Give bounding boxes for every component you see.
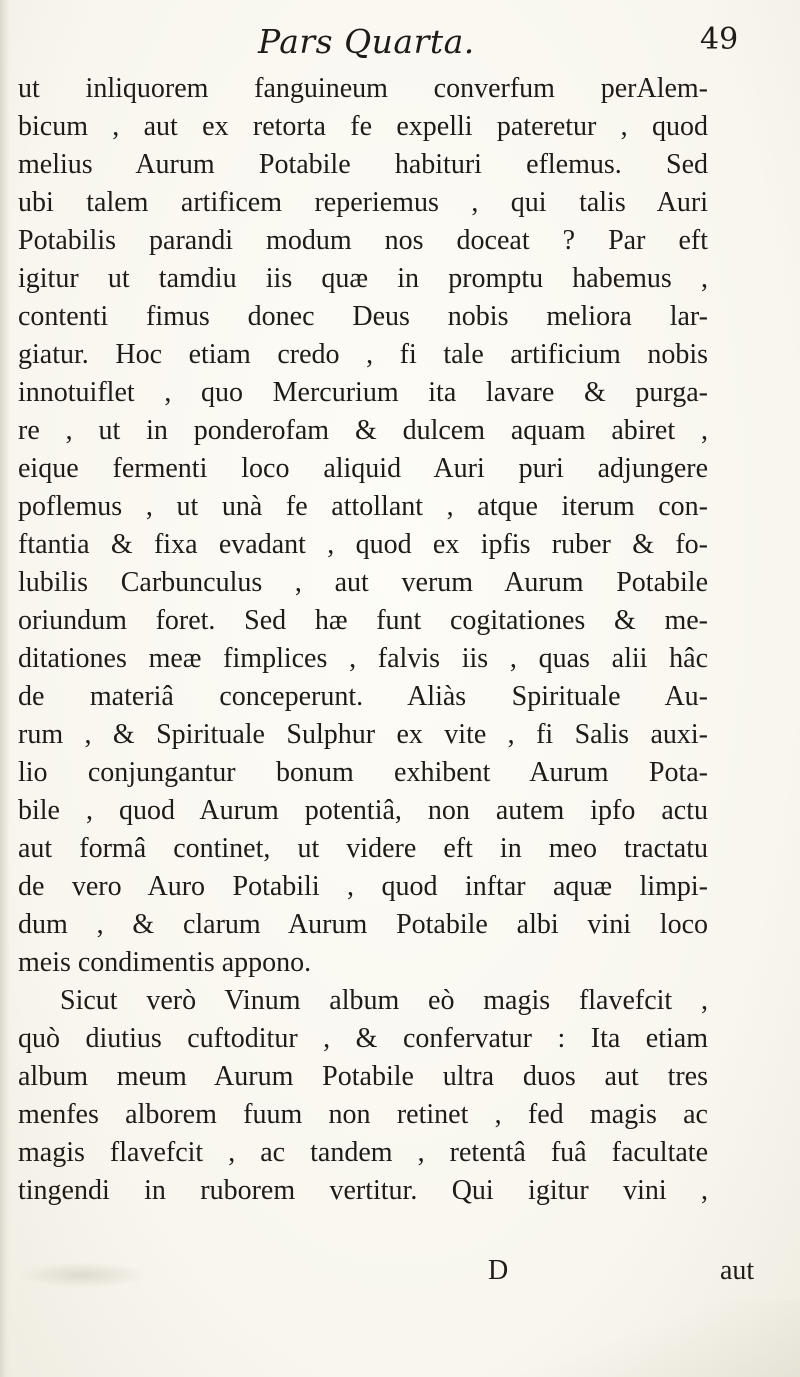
text-line: lubilis Carbunculus , aut verum Aurum Potabile	[18, 567, 708, 598]
running-title: Pars Quarta.	[258, 22, 475, 61]
text-line: igitur ut tamdiu iis quæ in promptu habemus ,	[18, 263, 708, 294]
text-line: album meum Aurum Potabile ultra duos aut tres	[18, 1061, 708, 1092]
text-line: ditationes meæ fimplices , falvis iis , quas alii hâc	[18, 643, 708, 674]
text-line: Potabilis parandi modum nos doceat ? Par eft	[18, 225, 708, 256]
text-line: lio conjungantur bonum exhibent Aurum Pota-	[18, 757, 708, 788]
page-header	[0, 16, 800, 66]
text-line: dum , & clarum Aurum Potabile albi vini loco	[18, 909, 708, 940]
signature-mark: D	[488, 1255, 509, 1286]
page-number: 49	[700, 22, 739, 57]
text-line: eique fermenti loco aliquid Auri puri adjungere	[18, 453, 708, 484]
text-line: rum , & Spirituale Sulphur ex vite , fi Salis auxi-	[18, 719, 708, 750]
text-line: oriundum foret. Sed hæ funt cogitationes & me-	[18, 605, 708, 636]
text-line: magis flavefcit , ac tandem , retentâ fuâ facultate	[18, 1137, 708, 1168]
text-line: giatur. Hoc etiam credo , fi tale artificium nobis	[18, 339, 708, 370]
text-line: aut formâ continet, ut videre eft in meo tractatu	[18, 833, 708, 864]
text-line: de vero Auro Potabili , quod inftar aquæ limpi-	[18, 871, 708, 902]
text-line: re , ut in ponderofam & dulcem aquam abiret ,	[18, 415, 708, 446]
text-line: bicum , aut ex retorta fe expelli pateretur , quod	[18, 111, 708, 142]
text-line: ut inliquorem fanguineum converfum perAlem-	[18, 73, 708, 104]
text-line: innotuiflet , quo Mercurium ita lavare & purga-	[18, 377, 708, 408]
ink-smudge	[18, 1262, 148, 1288]
text-line: de materiâ conceperunt. Aliàs Spirituale Au-	[18, 681, 708, 712]
text-line: ubi talem artificem reperiemus , qui talis Auri	[18, 187, 708, 218]
paper-stain	[520, 1300, 800, 1377]
text-line: tingendi in ruborem vertitur. Qui igitur vini ,	[18, 1175, 708, 1206]
page-gutter	[0, 0, 10, 1377]
text-line: meis condimentis appono.	[18, 947, 312, 978]
text-line: bile , quod Aurum potentiâ, non autem ipfo actu	[18, 795, 708, 826]
text-line: melius Aurum Potabile habituri eflemus. Sed	[18, 149, 708, 180]
text-line: menfes alborem fuum non retinet , fed magis ac	[18, 1099, 708, 1130]
text-line: poflemus , ut unà fe attollant , atque iterum con-	[18, 491, 708, 522]
text-line: contenti fimus donec Deus nobis meliora lar-	[18, 301, 708, 332]
text-line: Sicut verò Vinum album eò magis flavefcit ,	[60, 985, 708, 1016]
text-line: ftantia & fixa evadant , quod ex ipfis ruber & fo-	[18, 529, 708, 560]
catchword: aut	[720, 1255, 755, 1286]
text-line: quò diutius cuftoditur , & confervatur : Ita etiam	[18, 1023, 708, 1054]
